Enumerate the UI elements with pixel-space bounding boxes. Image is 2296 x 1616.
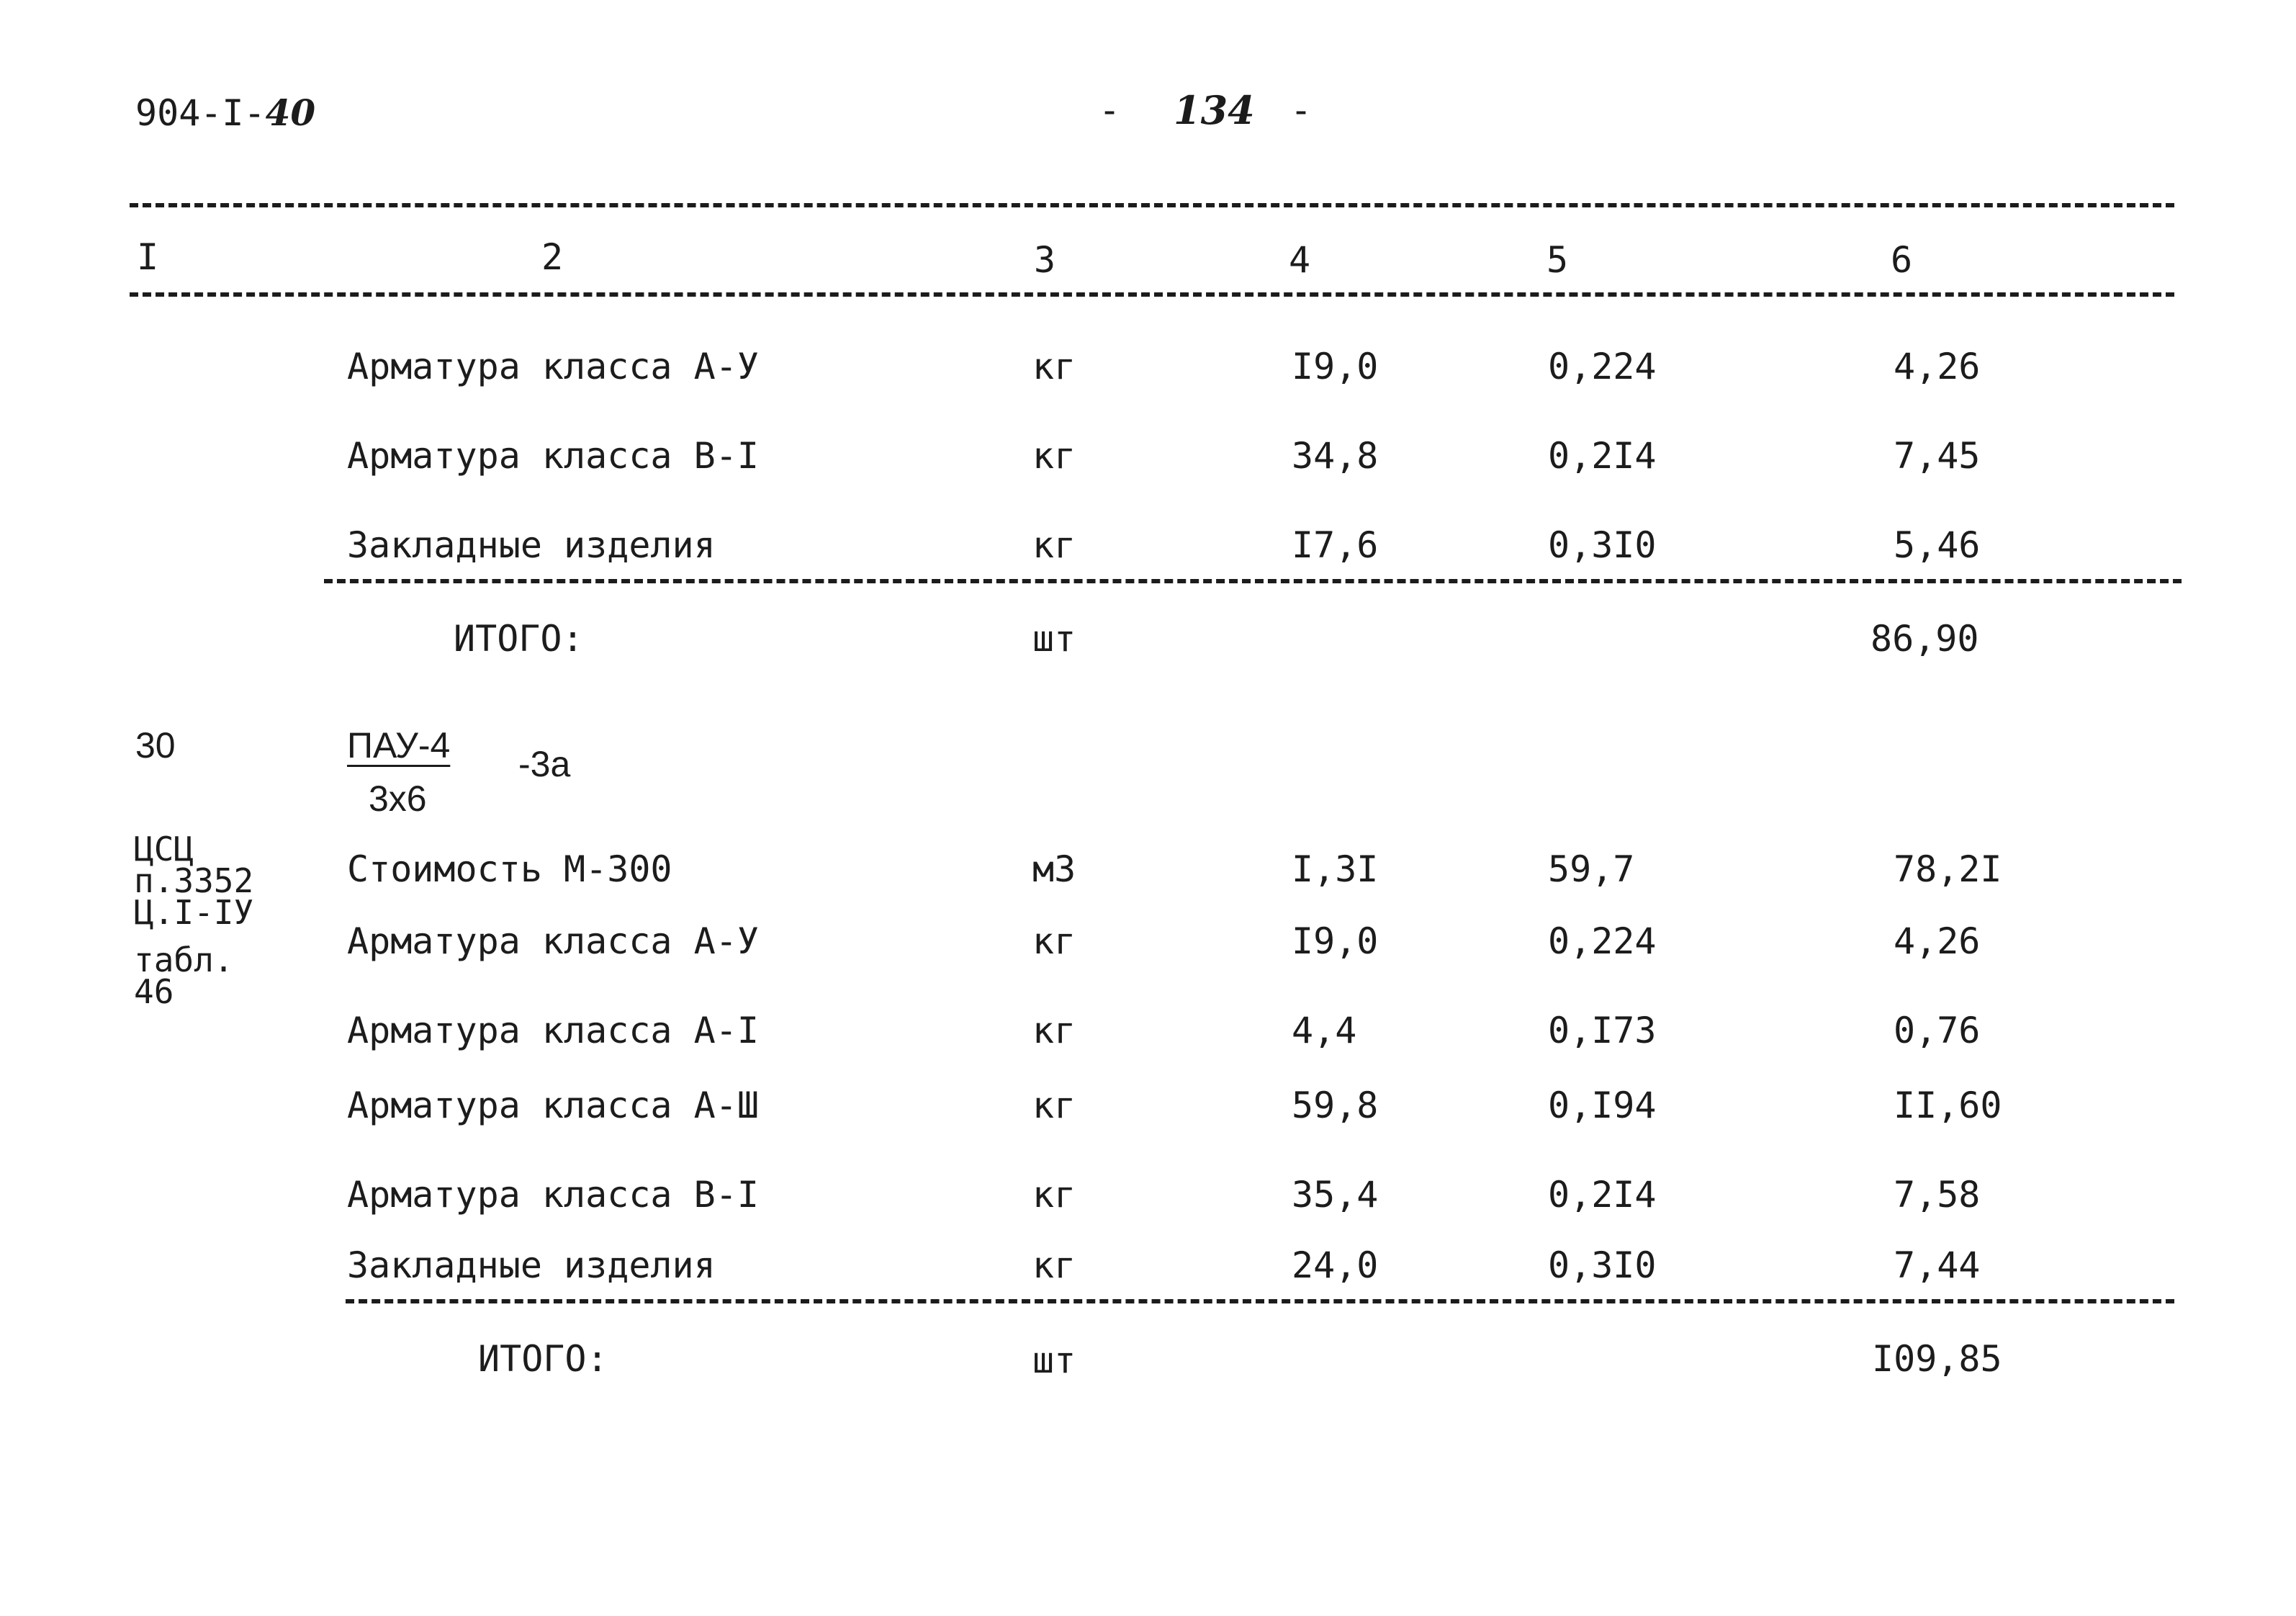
item-total: 0,76 <box>1894 1010 1981 1051</box>
total-unit: шт <box>1032 1339 1076 1381</box>
column-header-3: 3 <box>1034 239 1056 281</box>
item-name: Стоимость М-300 <box>347 848 672 890</box>
item-unit: кг <box>1032 524 1076 566</box>
item-quantity: 24,0 <box>1292 1244 1379 1286</box>
item-code-denominator: 3х6 <box>369 778 427 819</box>
item-name: Арматура класса А-Ш <box>347 1085 759 1126</box>
total-label: ИТОГО: <box>454 618 584 660</box>
item-price: 0,224 <box>1548 920 1657 962</box>
item-total: 7,58 <box>1894 1174 1981 1216</box>
page-number: 134 <box>1174 87 1255 133</box>
column-header-5: 5 <box>1547 239 1569 281</box>
item-total: 5,46 <box>1894 524 1981 566</box>
reference-line-4: табл. <box>134 941 234 979</box>
document-code-handwritten: 40 <box>265 91 316 134</box>
item-total: 4,26 <box>1894 346 1981 387</box>
document-code <box>135 91 316 134</box>
document-code-prefix: 904-I- <box>135 92 266 134</box>
page-dash-left: - <box>1099 89 1121 131</box>
item-price: 59,7 <box>1548 848 1635 890</box>
reference-line-1: ЦСЦ <box>134 830 194 868</box>
header-rule-top <box>130 203 2174 207</box>
item-quantity: 34,8 <box>1292 435 1379 477</box>
item-code-suffix: -3а <box>518 744 571 784</box>
item-quantity: I,3I <box>1292 848 1379 890</box>
total-unit: шт <box>1032 618 1076 660</box>
item-unit: кг <box>1032 920 1076 962</box>
item-unit: м3 <box>1032 848 1076 890</box>
column-header-4: 4 <box>1289 239 1311 281</box>
item-price: 0,3I0 <box>1548 1244 1657 1286</box>
item-code-numerator: ПАУ-4 <box>347 725 451 766</box>
reference-line-3: Ц.I-IУ <box>134 893 254 932</box>
item-quantity: I9,0 <box>1292 346 1379 387</box>
item-total: 4,26 <box>1894 920 1981 962</box>
item-quantity: 35,4 <box>1292 1174 1379 1216</box>
page-dash-right: - <box>1290 89 1313 131</box>
item-name: Арматура класса А-I <box>347 1010 759 1051</box>
column-header-6: 6 <box>1891 239 1913 281</box>
item-unit: кг <box>1032 1244 1076 1286</box>
item-name: Арматура класса В-I <box>347 1174 759 1216</box>
reference-line-5: 46 <box>134 972 174 1011</box>
item-total: 78,2I <box>1894 848 2002 890</box>
item-unit: кг <box>1032 1085 1076 1126</box>
item-name: Арматура класса А-У <box>347 346 759 387</box>
item-number: 30 <box>135 725 176 766</box>
item-price: 0,2I4 <box>1548 1174 1657 1216</box>
header-rule-bottom <box>130 292 2174 297</box>
item-quantity: 4,4 <box>1292 1010 1357 1051</box>
column-header-1: I <box>137 236 159 278</box>
item-price: 0,I94 <box>1548 1085 1657 1126</box>
total-value: I09,85 <box>1872 1338 2002 1380</box>
section2-subtotal-rule <box>346 1299 2174 1303</box>
item-price: 0,I73 <box>1548 1010 1657 1051</box>
total-label: ИТОГО: <box>478 1338 608 1380</box>
item-unit: кг <box>1032 1010 1076 1051</box>
item-total: II,60 <box>1894 1085 2002 1126</box>
section1-subtotal-rule <box>324 579 2182 583</box>
item-name: Закладные изделия <box>347 524 716 566</box>
item-total: 7,45 <box>1894 435 1981 477</box>
column-header-2: 2 <box>541 236 564 278</box>
item-price: 0,2I4 <box>1548 435 1657 477</box>
item-quantity: 59,8 <box>1292 1085 1379 1126</box>
item-quantity: I7,6 <box>1292 524 1379 566</box>
total-value: 86,90 <box>1870 618 1979 660</box>
item-unit: кг <box>1032 346 1076 387</box>
item-total: 7,44 <box>1894 1244 1981 1286</box>
item-name: Арматура класса А-У <box>347 920 759 962</box>
item-price: 0,3I0 <box>1548 524 1657 566</box>
item-quantity: I9,0 <box>1292 920 1379 962</box>
item-unit: кг <box>1032 1174 1076 1216</box>
item-name: Закладные изделия <box>347 1244 716 1286</box>
item-name: Арматура класса В-I <box>347 435 759 477</box>
reference-line-2: п.3352 <box>134 861 254 900</box>
item-unit: кг <box>1032 435 1076 477</box>
item-price: 0,224 <box>1548 346 1657 387</box>
